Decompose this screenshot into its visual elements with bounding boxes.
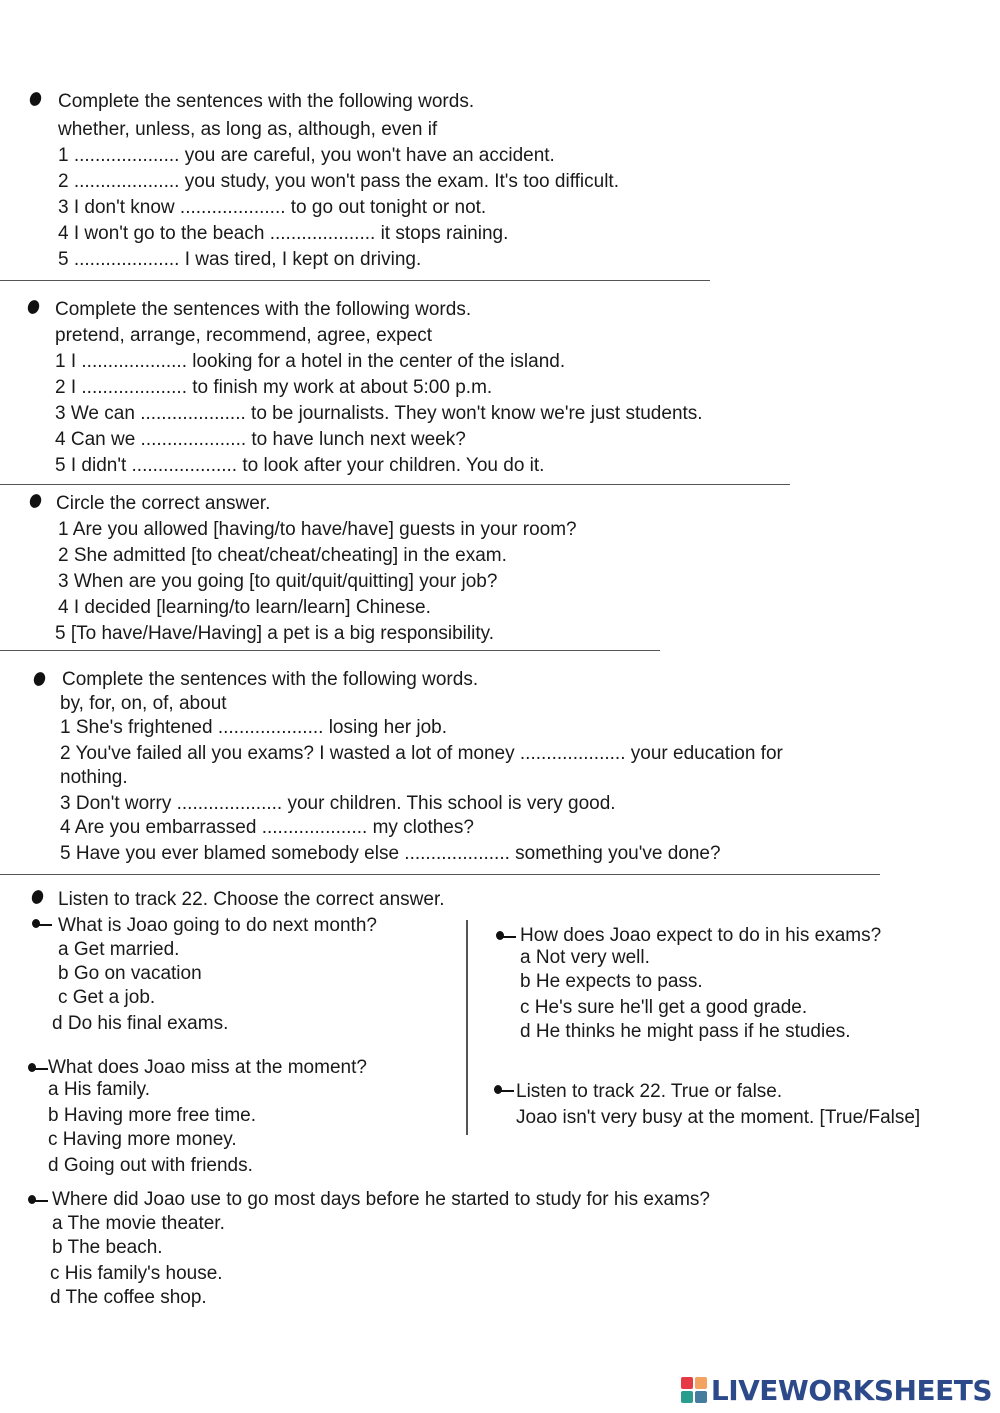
section2-item[interactable]: 3 We can .................... to be journalists. They won't know we're just students. [55, 403, 703, 424]
section4-item[interactable]: 3 Don't worry .................... your children. This school is very good. [60, 793, 616, 814]
divider [0, 484, 790, 485]
section1-word-bank: whether, unless, as long as, although, even if [58, 119, 438, 140]
liveworksheets-logo [681, 1375, 992, 1405]
q5-question: Where did Joao use to go most days before he started to study for his exams? [52, 1189, 710, 1210]
question-bullet-icon [494, 1084, 514, 1094]
q3-option[interactable]: d Going out with friends. [48, 1155, 253, 1176]
q1-question: What is Joao going to do next month? [58, 915, 377, 936]
q2-question: How does Joao expect to do in his exams? [520, 925, 882, 946]
section4-item[interactable]: 5 Have you ever blamed somebody else .................... something you've done? [60, 843, 721, 864]
q4-question: Listen to track 22. True or false. [516, 1081, 783, 1102]
divider [0, 650, 660, 651]
q5-option[interactable]: c His family's house. [50, 1263, 223, 1284]
section2-word-bank: pretend, arrange, recommend, agree, expect [55, 325, 433, 346]
section2-instruction: Complete the sentences with the following words. [55, 299, 472, 320]
q5-option[interactable]: a The movie theater. [52, 1213, 225, 1234]
q2-option[interactable]: a Not very well. [520, 947, 650, 968]
section-bullet-icon [28, 493, 43, 510]
section4-word-bank: by, for, on, of, about [60, 693, 227, 714]
section2-item[interactable]: 2 I .................... to finish my work at about 5:00 p.m. [55, 377, 493, 398]
section4-item: nothing. [60, 767, 128, 788]
section3-item[interactable]: 4 I decided [learning/to learn/learn] Chinese. [58, 597, 431, 618]
section2-item[interactable]: 1 I .................... looking for a hotel in the center of the island. [55, 351, 566, 372]
section1-item[interactable]: 4 I won't go to the beach .................... it stops raining. [58, 223, 509, 244]
section2-item[interactable]: 4 Can we .................... to have lunch next week? [55, 429, 466, 450]
section3-instruction: Circle the correct answer. [56, 493, 271, 514]
section1-item[interactable]: 5 .................... I was tired, I kept on driving. [58, 249, 422, 270]
q2-option[interactable]: b He expects to pass. [520, 971, 703, 992]
q3-question: What does Joao miss at the moment? [48, 1057, 367, 1078]
section4-instruction: Complete the sentences with the following words. [62, 669, 479, 690]
q3-option[interactable]: c Having more money. [48, 1129, 237, 1150]
section-bullet-icon [28, 91, 43, 108]
divider [0, 280, 710, 281]
q3-option[interactable]: a His family. [48, 1079, 151, 1100]
question-bullet-icon [28, 1062, 48, 1072]
q2-option[interactable]: c He's sure he'll get a good grade. [520, 997, 808, 1018]
section-bullet-icon [26, 299, 41, 316]
question-bullet-icon [28, 1194, 48, 1204]
section3-item[interactable]: 1 Are you allowed [having/to have/have] guests in your room? [58, 519, 577, 540]
q1-option[interactable]: b Go on vacation [58, 963, 202, 984]
section-bullet-icon [30, 889, 45, 906]
section1-instruction: Complete the sentences with the following words. [58, 91, 475, 112]
section3-item[interactable]: 3 When are you going [to quit/quit/quitting] your job? [58, 571, 498, 592]
q1-option[interactable]: a Get married. [58, 939, 180, 960]
section5-instruction: Listen to track 22. Choose the correct answer. [58, 889, 445, 910]
section1-item[interactable]: 2 .................... you study, you won't pass the exam. It's too difficult. [58, 171, 619, 192]
q5-option[interactable]: d The coffee shop. [50, 1287, 207, 1308]
section1-item[interactable]: 3 I don't know .................... to go out tonight or not. [58, 197, 487, 218]
logo-text: LIVEWORKSHEETS [710, 1373, 992, 1407]
section4-item[interactable]: 2 You've failed all you exams? I wasted a lot of money .................... your education for [60, 743, 783, 764]
section-bullet-icon [32, 671, 47, 688]
q3-option[interactable]: b Having more free time. [48, 1105, 257, 1126]
q1-option[interactable]: d Do his final exams. [52, 1013, 229, 1034]
section3-item[interactable]: 2 She admitted [to cheat/cheat/cheating] in the exam. [58, 545, 507, 566]
q2-option[interactable]: d He thinks he might pass if he studies. [520, 1021, 851, 1042]
question-bullet-icon [496, 930, 516, 940]
logo-mark-icon [681, 1377, 707, 1403]
section3-item[interactable]: 5 [To have/Have/Having] a pet is a big responsibility. [55, 623, 494, 644]
section4-item[interactable]: 4 Are you embarrassed .................... my clothes? [60, 817, 474, 838]
section2-item[interactable]: 5 I didn't .................... to look after your children. You do it. [55, 455, 545, 476]
column-divider [466, 920, 468, 1135]
section1-item[interactable]: 1 .................... you are careful, you won't have an accident. [58, 145, 555, 166]
divider [0, 874, 880, 875]
section4-item[interactable]: 1 She's frightened .................... losing her job. [60, 717, 447, 738]
q1-option[interactable]: c Get a job. [58, 987, 156, 1008]
q5-option[interactable]: b The beach. [52, 1237, 163, 1258]
q4-statement[interactable]: Joao isn't very busy at the moment. [True/False] [516, 1107, 921, 1128]
question-bullet-icon [32, 918, 52, 928]
